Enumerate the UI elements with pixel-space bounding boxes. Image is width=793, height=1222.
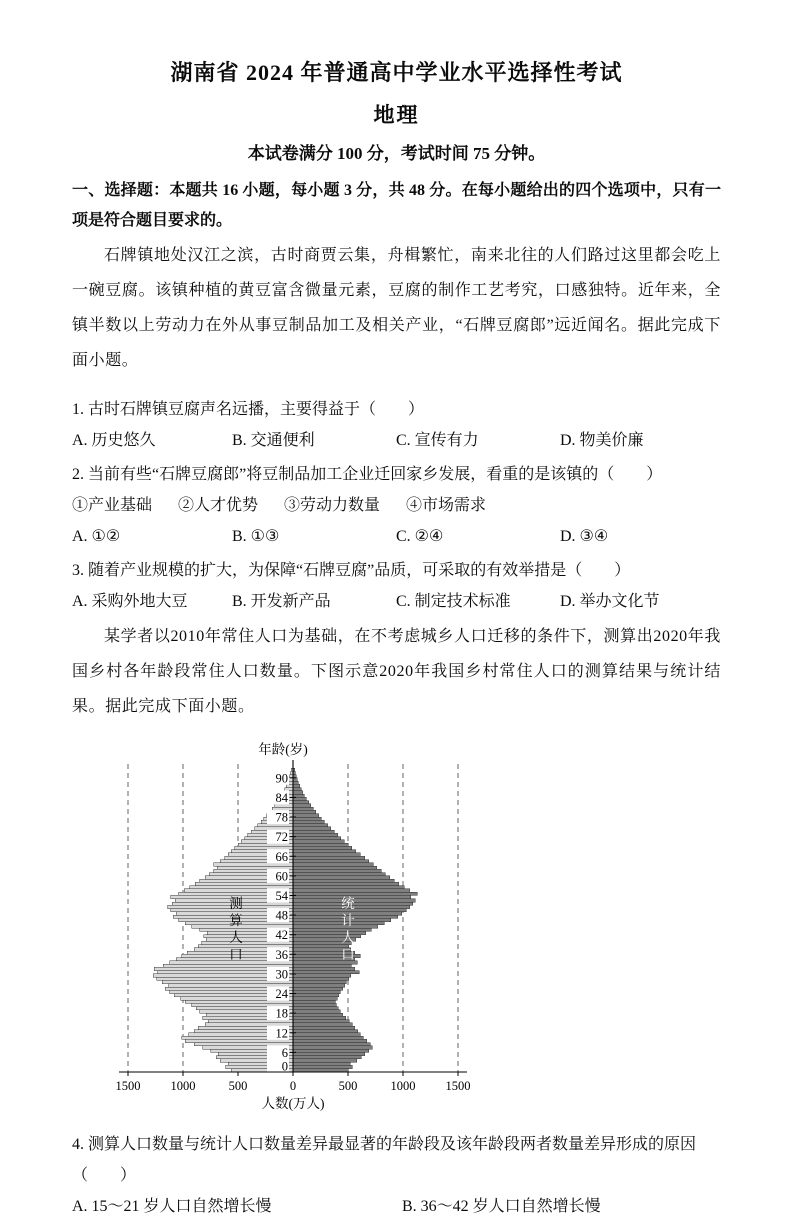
question-2-option-b: B. ①③ [232, 528, 280, 545]
question-1-option-c: C. 宣传有力 [396, 432, 479, 449]
svg-text:6: 6 [281, 1045, 288, 1060]
population-pyramid-chart [78, 740, 721, 1125]
svg-text:60: 60 [275, 869, 288, 884]
question-1-stem: 1. 古时石牌镇豆腐声名远播，主要得益于（ ） [72, 401, 425, 418]
page-title: 湖南省 2024 年普通高中学业水平选择性考试 [170, 60, 623, 85]
question-1-options [72, 425, 721, 456]
passage-1: 石牌镇地处汉江之滨，古时商贾云集，舟楫繁忙，南来北往的人们路过这里都会吃上一碗豆腐。该镇种植的黄豆富含微量元素，豆腐的制作工艺考究，口感独特。近年来，全镇半数以上劳动力在外从事豆制品加工及相关产业，“石牌豆腐郎”远近闻名。据此完成下面小题。 [72, 247, 721, 369]
svg-text:500: 500 [338, 1079, 358, 1093]
question-3-option-c: C. 制定技术标准 [396, 593, 511, 610]
svg-text:0: 0 [289, 1079, 297, 1093]
svg-text:人数(万人): 人数(万人) [261, 1096, 325, 1111]
question-4-option-b: B. 36～42 岁人口自然增长慢 [402, 1198, 601, 1215]
svg-text:测算人口: 测算人口 [229, 896, 243, 962]
question-2-items [72, 490, 721, 521]
question-2-item-4: ④市场需求 [406, 497, 487, 514]
svg-text:78: 78 [275, 810, 288, 825]
svg-text:统计人口: 统计人口 [341, 896, 355, 962]
question-2-item-1: ①产业基础 [72, 497, 153, 514]
svg-text:18: 18 [275, 1006, 288, 1021]
question-1-option-b: B. 交通便利 [232, 432, 315, 449]
svg-text:72: 72 [275, 830, 288, 845]
svg-text:12: 12 [275, 1026, 288, 1041]
question-2-item-2: ②人才优势 [178, 497, 259, 514]
question-2-item-3: ③劳动力数量 [284, 497, 381, 514]
svg-text:1500: 1500 [115, 1079, 141, 1093]
question-2-option-d: D. ③④ [560, 528, 609, 545]
svg-text:30: 30 [275, 967, 288, 982]
question-2-option-a: A. ①② [72, 528, 121, 545]
question-1-option-d: D. 物美价廉 [560, 432, 644, 449]
svg-text:36: 36 [275, 947, 288, 962]
svg-text:年龄(岁): 年龄(岁) [258, 742, 308, 757]
subject-title: 地理 [373, 103, 420, 127]
section-1-heading: 一、选择题：本题共 16 小题，每小题 3 分，共 48 分。在每小题给出的四个选项中，只有一项是符合题目要求的。 [72, 182, 721, 229]
question-2-stem: 2. 当前有些“石牌豆腐郎”将豆制品加工企业迁回家乡发展，看重的是该镇的（ ） [72, 466, 663, 483]
svg-text:42: 42 [275, 928, 288, 943]
svg-text:0: 0 [281, 1059, 288, 1074]
svg-text:1000: 1000 [170, 1079, 196, 1093]
svg-text:90: 90 [275, 771, 288, 786]
svg-text:48: 48 [275, 908, 288, 923]
question-1-option-a: A. 历史悠久 [72, 432, 156, 449]
question-3-option-d: D. 举办文化节 [560, 593, 660, 610]
svg-text:1500: 1500 [445, 1079, 471, 1093]
question-2-option-c: C. ②④ [396, 528, 444, 545]
question-2-options [72, 521, 721, 552]
passage-2: 某学者以2010年常住人口为基础，在不考虑城乡人口迁移的条件下，测算出2020年我国乡村各年龄段常住人口数量。下图示意2020年我国乡村常住人口的测算结果与统计结果。据此完成下面小题。 [72, 628, 721, 715]
question-3-stem: 3. 随着产业规模的扩大，为保障“石牌豆腐”品质，可采取的有效举措是（ ） [72, 562, 631, 579]
svg-text:84: 84 [275, 790, 288, 805]
question-3-option-b: B. 开发新产品 [232, 593, 331, 610]
svg-text:66: 66 [275, 849, 288, 864]
population-pyramid-svg [78, 740, 508, 1120]
question-3-options [72, 586, 721, 617]
svg-text:1000: 1000 [390, 1079, 416, 1093]
exam-info: 本试卷满分 100 分，考试时间 75 分钟。 [247, 144, 546, 163]
question-4-option-a: A. 15～21 岁人口自然增长慢 [72, 1198, 272, 1215]
question-4-options [72, 1191, 721, 1222]
svg-text:24: 24 [275, 987, 288, 1002]
question-4-stem: 4. 测算人口数量与统计人口数量差异最显著的年龄段及该年龄段两者数量差异形成的原因（ ） [72, 1136, 697, 1184]
svg-text:54: 54 [275, 888, 288, 903]
svg-text:500: 500 [228, 1079, 248, 1093]
question-3-option-a: A. 采购外地大豆 [72, 593, 188, 610]
